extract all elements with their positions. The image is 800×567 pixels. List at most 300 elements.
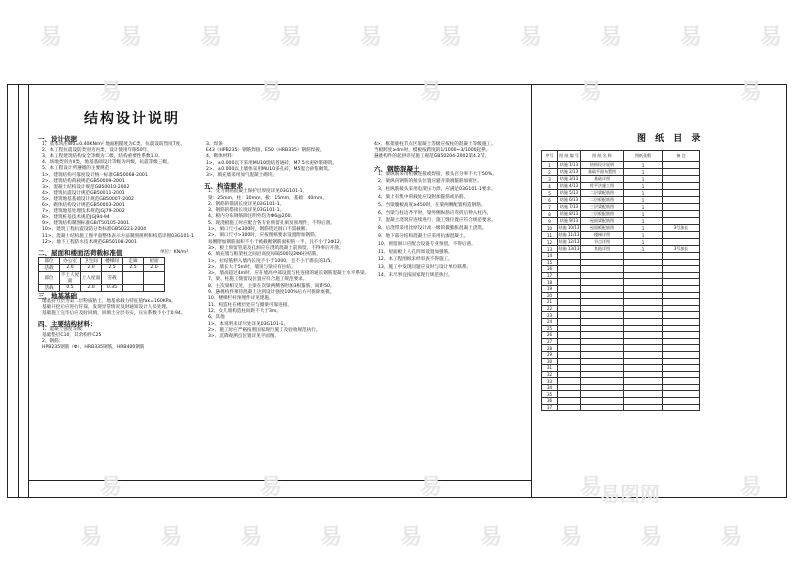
catalog-cell [624, 384, 663, 391]
materials-line: 4、砌体材料： [206, 154, 237, 160]
catalog-cell [624, 285, 663, 292]
catalog-row [542, 384, 700, 391]
materials-line: 基础垫层C10，其余构件C25 [42, 333, 102, 339]
catalog-cell [624, 338, 663, 345]
catalog-cell: 37 [542, 404, 558, 411]
catalog-cell: 结施 13/13 [558, 246, 580, 251]
table-cell: 屋面 [144, 257, 165, 264]
catalog-cell [624, 325, 663, 332]
catalog-cell [663, 318, 700, 325]
catalog-cell [663, 279, 700, 286]
catalog-cell: 结施 4/13 [558, 183, 581, 190]
catalog-cell [663, 404, 700, 411]
catalog-cell [663, 272, 700, 279]
catalog-cell: 1 [624, 211, 663, 218]
catalog-cell: 1 [624, 218, 663, 225]
catalog-cell: 屋面板配筋图 [581, 225, 624, 232]
materials-line: 1>、±0.000以下采用MU10烧结普通砖，M7.5水泥砂浆砌筑。 [206, 160, 337, 166]
catalog-cell: 10 [542, 225, 558, 232]
catalog-cell [558, 305, 581, 312]
catalog-cell [558, 253, 581, 260]
catalog-cell: 二层板配筋图 [581, 197, 624, 204]
catalog-cell: 基础详图 [581, 176, 624, 183]
catalog-cell: 13 [542, 246, 558, 253]
concrete-line: 11、屋面板上人孔四周设置加强筋。 [378, 249, 453, 255]
catalog-cell [558, 299, 581, 306]
watermark-glyph: 易 [400, 525, 423, 550]
catalog-header [542, 151, 700, 162]
catalog-row [542, 279, 700, 286]
catalog-cell [581, 398, 624, 405]
catalog-row [542, 378, 700, 385]
construction-line: 3>、墙高超过4m时，应在墙高中部设置与柱连接的通长钢筋混凝土水平系梁。 [208, 271, 370, 277]
construction-line: 每侧附加钢筋面积不小于被截断钢筋面积的一半，且不小于2Φ12。 [208, 239, 345, 245]
catalog-cell [663, 292, 700, 299]
watermark-glyph: 易 [240, 525, 263, 550]
catalog-cell: 20 [542, 292, 558, 299]
construction-line: 3>、沉降观测点位置详见平面图。 [208, 334, 280, 340]
catalog-cell [581, 325, 624, 332]
catalog-cell [663, 232, 700, 239]
catalog-cell: 结施 1/13 [558, 162, 581, 169]
table-cell: 上人屋面 [81, 271, 102, 284]
design-basis-line: 5>、建筑地基基础设计规范GB50007-2002 [42, 196, 134, 202]
catalog-cell: 1 [624, 239, 663, 246]
catalog-cell [624, 259, 663, 266]
catalog-cell: 结施 7/13 [558, 204, 581, 211]
catalog-cell [663, 391, 700, 398]
catalog-cell: 3号加长 [663, 225, 700, 232]
catalog-row [542, 312, 700, 319]
table-cell [144, 271, 165, 284]
catalog-cell: 17 [542, 272, 558, 279]
catalog-row [542, 391, 700, 398]
catalog-cell: 16 [542, 266, 558, 273]
table-cell: 2.0 [81, 284, 102, 291]
construction-heading: 五、构造要求 [204, 182, 243, 191]
concrete-line: 12、本工程图纸未经审查不得施工。 [378, 257, 453, 263]
construction-line: 3、钢筋的搭接长度详见03G101-1。 [208, 208, 285, 214]
construction-line: 1>、本说明未详尽处详见03G101-1。 [208, 321, 289, 327]
catalog-cell: 35 [542, 391, 558, 398]
table-cell: 不上人屋面 [60, 272, 80, 284]
catalog-row [542, 351, 700, 358]
table-cell: 卫生间 [81, 257, 102, 264]
catalog-cell [624, 378, 663, 385]
load-heading: 二、屋面和楼面活荷载标准值 [38, 248, 123, 257]
catalog-cell: 27 [542, 338, 558, 345]
catalog-header-cell: 图 纸 名 称 [581, 151, 624, 162]
catalog-cell [663, 325, 700, 332]
design-basis-line: 10>、建筑工程抗震设防分类标准GB50223-2004 [42, 227, 147, 233]
catalog-cell [558, 365, 581, 372]
catalog-cell: 二层梁配筋图 [581, 190, 624, 197]
table-cell: 2.0 [144, 264, 165, 271]
catalog-row [542, 266, 700, 273]
catalog-cell: 结施 10/13 [558, 225, 580, 230]
catalog-cell: 结施 8/13 [558, 211, 581, 218]
construction-line: 梁：25mm，柱：30mm，板：15mm，基础：40mm。 [208, 195, 327, 201]
design-basis-line: 7>、建筑地基处理技术规范JGJ79-2002 [42, 209, 125, 215]
catalog-cell [558, 318, 581, 325]
watermark-glyph: 易 [260, 80, 283, 105]
materials-line: 3>、填充墙采用加气混凝土砌块。 [206, 173, 278, 178]
catalog-cell: 1 [624, 183, 663, 190]
catalog-cell: 1 [624, 197, 663, 204]
catalog-cell [663, 305, 700, 312]
catalog-cell: 3 [542, 176, 558, 183]
catalog-cell [581, 285, 624, 292]
design-basis-heading: 一、设计依据 [38, 135, 77, 143]
watermark-glyph: 易 [740, 80, 763, 105]
catalog-cell [663, 285, 700, 292]
catalog-row [542, 338, 700, 345]
watermark-glyph: 易 [580, 475, 603, 500]
catalog-cell: 1 [624, 162, 663, 169]
design-basis-line: 1>、建筑结构可靠度设计统一标准GB50068-2001 [42, 172, 148, 178]
foundation-heading: 三、地基基础 [38, 291, 77, 300]
design-basis-line: 3、本工程建筑结构安全等级为二级，结构重要性系数1.0。 [42, 154, 163, 160]
catalog-cell [624, 318, 663, 325]
catalog-cell [624, 305, 663, 312]
catalog-cell [663, 197, 700, 204]
catalog-row [542, 318, 700, 325]
catalog-header-cell: 图 纸 编 号 [558, 151, 581, 162]
catalog-cell [663, 365, 700, 372]
catalog-row [542, 398, 700, 405]
catalog-cell: 11 [542, 232, 558, 239]
construction-line: 6、其他 [208, 315, 225, 321]
column-divider [531, 84, 532, 498]
catalog-row [542, 211, 700, 218]
catalog-cell: 23 [542, 312, 558, 319]
catalog-cell [663, 378, 700, 385]
watermark-glyph: 易 [440, 25, 463, 50]
catalog-cell [663, 266, 700, 273]
binding-margin [7, 84, 19, 498]
table-cell [123, 271, 144, 284]
load-unit: 单位：KN/m² [160, 249, 189, 255]
catalog-cell: 三层板配筋图 [581, 211, 624, 218]
table-cell: 走廊 [123, 257, 144, 264]
catalog-cell: 33 [542, 378, 558, 385]
design-basis-line: 2>、建筑结构荷载规范GB50009-2001 [42, 178, 125, 184]
catalog-cell: 1 [624, 190, 663, 197]
table-cell: 活载 [39, 284, 60, 291]
catalog-cell: 34 [542, 384, 558, 391]
foundation-line: 基础施工完毕后应及时回填，回填土分层夯实，压实系数不小于0.94。 [42, 310, 186, 316]
construction-line: 7、梁、柱施工缝留设位置应符合施工规范要求。 [208, 277, 308, 283]
table-cell: 0.5 [60, 284, 81, 291]
watermark-glyph: 易 [420, 80, 443, 105]
catalog-cell: 基础平面布置图 [581, 169, 624, 176]
construction-line: 2>、墙长大于5m时，墙顶与梁应有拉结。 [208, 264, 296, 270]
catalog-row [542, 371, 700, 378]
catalog-cell [581, 404, 624, 411]
table-row [39, 264, 165, 271]
catalog-cell [581, 259, 624, 266]
catalog-cell [558, 285, 581, 292]
catalog-cell [581, 266, 624, 273]
watermark-glyph: 易 [40, 25, 63, 50]
catalog-cell: 12 [542, 239, 558, 246]
table-cell: 办公室 [60, 257, 81, 264]
catalog-cell: 结施 5/13 [558, 190, 581, 197]
watermark-glyph: 易 [580, 80, 603, 105]
concrete-line: 6、当梁与柱边齐平时，梁外侧纵筋应弯折后伸入柱内。 [378, 210, 492, 216]
catalog-row [542, 218, 700, 225]
catalog-cell: 楼梯详图 [581, 232, 624, 239]
materials-line: E43（HPB235）钢筋焊接，E50（HRB335）钢筋焊接。 [206, 148, 325, 154]
construction-line: 11、构造柱在楼层处应与圈梁可靠连接。 [208, 302, 292, 308]
catalog-row [542, 259, 700, 266]
design-basis-line: 6>、砌体结构设计规范GB50003-2001 [42, 203, 125, 208]
concrete-line: 2、梁纵向钢筋的接头位置应避开梁端箍筋加密区。 [378, 179, 482, 185]
watermark-glyph: 易 [200, 25, 223, 50]
concrete-line: 3、柱纵筋接头采用电渣压力焊，应满足03G101-1要求。 [378, 187, 496, 193]
table-cell: 活载 [39, 264, 60, 271]
catalog-cell [663, 259, 700, 266]
catalog-cell [558, 391, 581, 398]
catalog-cell [624, 371, 663, 378]
catalog-cell [663, 183, 700, 190]
catalog-cell [663, 384, 700, 391]
catalog-cell [558, 292, 581, 299]
materials-line: 3、焊条 [206, 142, 223, 147]
construction-line: 1、受力钢筋混凝土保护层厚度详见03G101-1。 [208, 189, 308, 195]
construction-line: 12、女儿墙构造柱间距不大于3m。 [208, 308, 281, 314]
catalog-cell [581, 371, 624, 378]
table-cell: 部位 [39, 257, 60, 264]
catalog-row [542, 225, 700, 232]
catalog-cell [663, 371, 700, 378]
construction-line: 8、主次梁相交处，主梁在次梁两侧各附加3根箍筋，间距50。 [208, 283, 335, 289]
catalog-cell: 结施 2/13 [558, 169, 581, 176]
catalog-cell: 柱平法施工图 [581, 183, 624, 190]
catalog-cell [663, 169, 700, 176]
catalog-row [542, 183, 700, 190]
catalog-cell: 结构设计说明 [581, 162, 624, 169]
catalog-title: 图 纸 目 录 [637, 134, 704, 144]
catalog-cell [581, 305, 624, 312]
concrete-line: 14、未尽事宜按国家现行规范执行。 [378, 273, 453, 278]
catalog-row [542, 204, 700, 211]
construction-line: 5、现浇板施工时应配合各专业预留孔洞及预埋件，不得后凿。 [208, 220, 335, 226]
watermark-glyph: 易 [100, 475, 123, 500]
catalog-row [542, 197, 700, 204]
table-row [39, 271, 165, 284]
design-basis-line: 4>、建筑抗震设计规范GB50011-2001 [42, 190, 125, 196]
table-cell: 2.5 [102, 264, 123, 271]
watermark-glyph: 易 [160, 525, 183, 550]
foundation-line: 基础开挖后应进行钎探，发现异常情况及时通知设计人员处理。 [42, 304, 171, 310]
catalog-cell [558, 345, 581, 352]
watermark-glyph: 易 [280, 25, 303, 50]
catalog-cell [624, 358, 663, 365]
catalog-cell [558, 404, 581, 411]
catalog-row [542, 365, 700, 372]
catalog-cell [624, 279, 663, 286]
catalog-cell [663, 176, 700, 183]
catalog-cell: 32 [542, 371, 558, 378]
catalog-row [542, 232, 700, 239]
design-basis-line: 3>、混凝土结构设计规范GB50010-2002 [42, 184, 130, 190]
catalog-cell: 25 [542, 325, 558, 332]
catalog-cell: 1 [624, 225, 663, 232]
watermark-glyph: 易 [80, 525, 103, 550]
binding-margin-inner [19, 84, 29, 498]
catalog-cell [558, 398, 581, 405]
catalog-cell: 26 [542, 332, 558, 339]
construction-line: 3>、板上预留管道及孔洞应在浇筑混凝土前预留，不得事后开凿。 [208, 245, 344, 251]
catalog-cell [558, 371, 581, 378]
materials-line: 1、混凝土强度等级： [42, 327, 87, 332]
watermark-glyph: 易 [740, 475, 763, 500]
catalog-cell: 36 [542, 398, 558, 405]
catalog-cell [663, 345, 700, 352]
catalog-row [542, 332, 700, 339]
table-cell: 2.0 [81, 264, 102, 271]
catalog-cell [624, 312, 663, 319]
construction-line: 9、悬挑构件须待混凝土达到设计强度100%后方可拆除底模。 [208, 290, 335, 295]
catalog-cell [581, 318, 624, 325]
catalog-cell: 30 [542, 358, 558, 365]
construction-line: 2>、施工时应严格按照国家现行施工及验收规范执行。 [208, 327, 321, 333]
construction-line: 6、填充墙与框架柱之间沿高度每隔500设2Φ6拉结筋。 [208, 252, 322, 258]
concrete-line: 1、梁纵筋采用机械连接或焊接，接头百分率不大于50%。 [378, 171, 497, 177]
concrete-line: 8、后浇带采用比原设计高一级的微膨胀混凝土浇筑。 [378, 226, 487, 232]
catalog-cell [663, 162, 700, 169]
catalog-cell [558, 332, 581, 339]
catalog-cell: 15 [542, 259, 558, 266]
catalog-cell [663, 351, 700, 358]
watermark-glyph: 易 [680, 25, 703, 50]
catalog-cell [624, 404, 663, 411]
live-load-table [38, 257, 165, 292]
design-basis-line: 8>、建筑桩基技术规范JGJ94-94 [42, 215, 110, 221]
concrete-line: 4、梁上有集中荷载处应设附加箍筋或吊筋。 [378, 195, 469, 200]
catalog-cell [558, 325, 581, 332]
concrete-heading: 六、钢筋混凝土 [374, 164, 420, 173]
concrete-line: 5、当梁腹板高度≥450时，在梁两侧配置构造钢筋。 [378, 202, 486, 208]
catalog-cell: 1 [624, 169, 663, 176]
catalog-cell [558, 338, 581, 345]
table-cell: 2.0 [60, 264, 81, 271]
design-basis-line: 5、本工程设计所遵循的主要规范： [42, 166, 114, 172]
table-cell: 0.35 [102, 284, 123, 291]
catalog-cell [558, 358, 581, 365]
catalog-cell: 9 [542, 218, 558, 225]
catalog-cell [624, 398, 663, 405]
watermark-glyph: 易 [640, 525, 663, 550]
watermark-glyph: 易 [560, 525, 583, 550]
catalog-cell: 结施 9/13 [558, 218, 581, 225]
materials-line: HPB235钢筋（Φ），HRB335钢筋，HRB400钢筋 [42, 345, 145, 351]
foundation-line: 地基持力层为第二层粉质粘土，地基承载力特征值fak=160KPa。 [42, 298, 176, 304]
catalog-cell [663, 239, 700, 246]
design-basis-line: 11>、混凝土结构施工图平面整体表示方法制图规则和构造详图03G101-1 [42, 233, 194, 239]
catalog-row [542, 246, 700, 253]
concrete-line: 10、预留洞口应配合设备专业预留，不得后凿。 [378, 241, 476, 247]
catalog-cell: 结施 11/13 [558, 232, 580, 237]
catalog-row [542, 325, 700, 332]
catalog-cell [581, 253, 624, 260]
catalog-cell: 19 [542, 285, 558, 292]
catalog-cell [624, 391, 663, 398]
catalog-header-cell: 序号 [542, 151, 558, 162]
note-line: 悬挑构件的起拱详见施工规范GB50204-2002第4.2节。 [374, 154, 490, 160]
catalog-row [542, 358, 700, 365]
catalog-cell: 6 [542, 197, 558, 204]
construction-line: 4、板内分布钢筋除注明外均为Φ6@200。 [208, 214, 296, 220]
catalog-cell [663, 253, 700, 260]
catalog-cell [558, 312, 581, 319]
table-cell: 2.5 [123, 264, 144, 271]
catalog-cell: 7 [542, 204, 558, 211]
construction-line: 2>、洞口尺寸>300时，应按图纸要求设置附加钢筋。 [208, 233, 320, 239]
catalog-cell [581, 391, 624, 398]
catalog-cell: 5 [542, 190, 558, 197]
catalog-cell [581, 378, 624, 385]
catalog-cell [581, 312, 624, 319]
catalog-cell [581, 384, 624, 391]
design-basis-line: 12>、地下工程防水技术规范GB50108-2001 [42, 239, 137, 245]
catalog-cell [558, 384, 581, 391]
catalog-cell: 31 [542, 365, 558, 372]
table-cell: 部位 [39, 271, 60, 284]
watermark-glyph: 易 [360, 25, 383, 50]
catalog-cell [663, 398, 700, 405]
catalog-row [542, 299, 700, 306]
catalog-cell: 21 [542, 299, 558, 306]
catalog-cell: 2 [542, 169, 558, 176]
catalog-cell [663, 299, 700, 306]
catalog-cell [581, 332, 624, 339]
catalog-cell: 1 [624, 204, 663, 211]
watermark-glyph: 易 [120, 25, 143, 50]
materials-line: 2、钢筋： [42, 339, 64, 345]
catalog-row [542, 253, 700, 260]
catalog-cell [558, 351, 581, 358]
catalog-row [542, 272, 700, 279]
concrete-line: 7、混凝土浇筑应连续进行，施工缝位置应符合规范要求。 [378, 218, 496, 224]
design-basis-line: 9>、建筑结构制图标准GB/T50105-2001 [42, 221, 130, 227]
catalog-cell [663, 204, 700, 211]
catalog-cell [558, 378, 581, 385]
catalog-cell [558, 259, 581, 266]
catalog-cell: 24 [542, 318, 558, 325]
catalog-cell: 1 [624, 246, 663, 253]
table-cell [144, 284, 165, 291]
catalog-cell: 29 [542, 351, 558, 358]
catalog-cell [624, 272, 663, 279]
catalog-cell: 14 [542, 253, 558, 260]
catalog-cell [581, 365, 624, 372]
catalog-row [542, 285, 700, 292]
catalog-cell [581, 358, 624, 365]
catalog-cell: 28 [542, 345, 558, 352]
catalog-cell: 其他详图 [581, 246, 624, 253]
catalog-cell [581, 345, 624, 352]
note-line: 4>、框架梁柱节点区混凝土等级应按柱的混凝土等级施工。 [374, 142, 496, 147]
catalog-cell [624, 299, 663, 306]
catalog-cell: 节点详图 [581, 239, 624, 246]
catalog-cell [581, 279, 624, 286]
catalog-cell: 22 [542, 305, 558, 312]
watermark-glyph: 易 [760, 25, 783, 50]
construction-line: 10、楼梯栏杆预埋件详见建施。 [208, 296, 274, 302]
catalog-cell [663, 312, 700, 319]
